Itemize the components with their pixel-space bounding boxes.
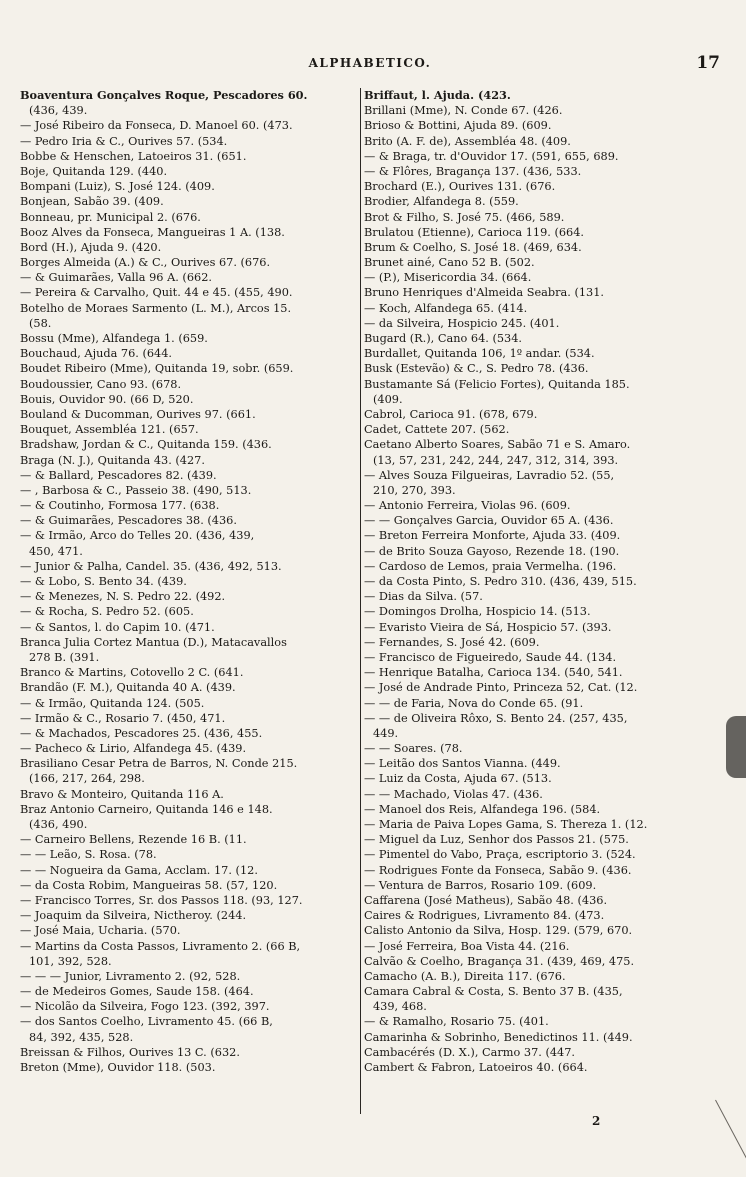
left-column [20,88,360,1075]
directory-entry-line: — Maria de Paiva Lopes Gama, S. Thereza 1. (12. [364,818,648,831]
directory-entry-line: Briffaut, l. Ajuda. (423. [364,88,511,102]
column-divider [360,88,361,1114]
directory-entry-line: — & Menezes, N. S. Pedro 22. (492. [20,590,226,604]
directory-entry-line: Bouland & Ducomman, Ourives 97. (661. [20,407,256,421]
directory-entry-line: Caires & Rodrigues, Livramento 84. (473. [364,909,605,923]
directory-entry-line: — Ventura de Barros, Rosario 109. (609. [364,878,597,892]
directory-entry-line: Cambacérés (D. X.), Carmo 37. (447. [364,1045,576,1059]
directory-entry-line: Brunet ainé, Cano 52 B. (502. [364,256,535,270]
directory-entry-line: Caffarena (José Matheus), Sabão 48. (436. [364,893,608,907]
directory-entry-line: Boje, Quitanda 129. (440. [20,164,168,178]
directory-entry-line: 449. [373,726,399,740]
directory-entry-line: — Joaquim da Silveira, Nictheroy. (244. [20,909,247,923]
directory-entry-line: Caetano Alberto Soares, Sabão 71 e S. Amaro. [364,438,631,452]
directory-entry-line: Boudet Ribeiro (Mme), Quitanda 19, sobr. (659. [20,362,294,376]
directory-entry-line: — & Guimarães, Valla 96 A. (662. [20,271,212,285]
right-column [364,88,704,1075]
pencil-mark [715,1100,746,1167]
directory-entry-line: 439, 468. [373,1000,427,1014]
directory-entry-line: — Alves Souza Filgueiras, Lavradio 52. (55, [364,468,615,482]
directory-entry-line: Brodier, Alfandega 8. (559. [364,195,519,209]
directory-entry-line: Branca Julia Cortez Mantua (D.), Matacavallos [20,635,287,649]
directory-entry-line: — Irmão & C., Rosario 7. (450, 471. [20,711,226,725]
directory-entry-line: — & Ramalho, Rosario 75. (401. [364,1015,549,1029]
directory-entry-line: Branco & Martins, Cotovello 2 C. (641. [20,666,244,680]
directory-entry-line: — de Medeiros Gomes, Saude 158. (464. [20,985,254,999]
directory-entry-line: — — Nogueira da Gama, Acclam. 17. (12. [20,863,258,877]
directory-entry-line: — Fernandes, S. José 42. (609. [364,635,540,649]
directory-entry-line: Bugard (R.), Cano 64. (534. [364,332,523,345]
directory-entry-line: Calisto Antonio da Silva, Hosp. 129. (579, 670. [364,924,633,938]
directory-entry-line: Brioso & Bottini, Ajuda 89. (609. [364,119,552,133]
directory-entry-line: — & Santos, l. do Capim 10. (471. [20,620,215,634]
directory-entry-line: Brulatou (Etienne), Carioca 119. (664. [364,225,585,239]
directory-entry-line: — Miguel da Luz, Senhor dos Passos 21. (575. [364,833,629,847]
directory-entry-line: Bravo & Monteiro, Quitanda 116 A. [20,787,224,801]
directory-entry-line: — Francisco Torres, Sr. dos Passos 118. (93, 127. [20,893,303,907]
directory-entry-line: Bradshaw, Jordan & C., Quitanda 159. (436. [20,438,272,452]
directory-entry-line: — (P.), Misericordia 34. (664. [364,271,532,285]
directory-entry-line: — José de Andrade Pinto, Princeza 52, Cat. (12. [364,681,638,695]
signature-mark: 2 [592,1114,601,1128]
directory-entry-line: Brito (A. F. de), Assembléa 48. (409. [364,134,571,148]
directory-entry-line: Bonneau, pr. Municipal 2. (676. [20,210,201,224]
page-number: 17 [696,53,720,73]
directory-entry-line: Bonjean, Sabão 39. (409. [20,195,164,209]
directory-entry-line: Bobbe & Henschen, Latoeiros 31. (651. [20,149,247,163]
directory-entry-line: Braga (N. J.), Quitanda 43. (427. [20,453,205,467]
directory-entry-line: 278 B. (391. [29,650,100,664]
directory-entry-line: — Luiz da Costa, Ajuda 67. (513. [364,772,552,786]
directory-entry-line: (58. [29,316,52,330]
directory-entry-line: Burdallet, Quitanda 106, 1º andar. (534. [364,347,595,361]
directory-entry-line: — José Ferreira, Boa Vista 44. (216. [364,939,570,953]
directory-columns [20,88,720,1118]
directory-entry-line: (13, 57, 231, 242, 244, 247, 312, 314, 393. [373,453,619,467]
directory-entry-line: Bossu (Mme), Alfandega 1. (659. [20,332,208,345]
directory-entry-line: — , Barbosa & C., Passeio 38. (490, 513. [20,483,252,497]
directory-entry-line: — dos Santos Coelho, Livramento 45. (66 B, [20,1015,273,1029]
directory-entry-line: Boudoussier, Cano 93. (678. [20,377,182,391]
directory-entry-line: Brandão (F. M.), Quitanda 40 A. (439. [20,681,236,695]
directory-entry-line: Braz Antonio Carneiro, Quitanda 146 e 148. [20,802,273,816]
directory-entry-line: — Martins da Costa Passos, Livramento 2. (66 B, [20,939,301,953]
directory-entry-line: Bouis, Ouvidor 90. (66 D, 520. [20,392,194,406]
directory-entry-line: 84, 392, 435, 528. [29,1030,134,1044]
directory-entry-line: — — — Junior, Livramento 2. (92, 528. [20,969,241,983]
directory-entry-line: — & Coutinho, Formosa 177. (638. [20,499,220,513]
directory-entry-line: — Manoel dos Reis, Alfandega 196. (584. [364,802,601,816]
directory-entry-line: — Pereira & Carvalho, Quit. 44 e 45. (455, 490. [20,286,293,300]
directory-entry-line: — Pimentel do Vabo, Praça, escriptorio 3. (524. [364,848,636,862]
directory-entry-line: Busk (Estevão) & C., S. Pedro 78. (436. [364,362,589,376]
directory-entry-line: — Cardoso de Lemos, praia Vermelha. (196. [364,559,617,573]
directory-entry-line: — da Silveira, Hospicio 245. (401. [364,316,560,330]
directory-entry-line: — & Braga, tr. d'Ouvidor 17. (591, 655, 689. [364,149,619,163]
directory-entry-line: — & Ballard, Pescadores 82. (439. [20,468,217,482]
directory-entry-line: Breton (Mme), Ouvidor 118. (503. [20,1061,216,1074]
directory-entry-line: — — de Faria, Nova do Conde 65. (91. [364,696,584,710]
directory-entry-line: Camacho (A. B.), Direita 117. (676. [364,969,566,983]
directory-entry-line: Brillani (Mme), N. Conde 67. (426. [364,104,563,118]
directory-entry-line: Calvão & Coelho, Bragança 31. (439, 469, 475. [364,954,635,968]
running-title: ALPHABETICO. [308,56,432,70]
directory-entry-line: — Francisco de Figueiredo, Saude 44. (134. [364,650,617,664]
directory-entry-line: Boaventura Gonçalves Roque, Pescadores 60. [20,88,308,102]
page-header [20,53,720,78]
directory-entry-line: — da Costa Robim, Mangueiras 58. (57, 120. [20,878,278,892]
directory-entry-line: — & Irmão, Quitanda 124. (505. [20,696,205,710]
directory-entry-line: Cadet, Cattete 207. (562. [364,423,510,437]
directory-entry-line: Camara Cabral & Costa, S. Bento 37 B. (435, [364,985,623,999]
directory-entry-line: (166, 217, 264, 298. [29,772,145,786]
directory-entry-line: — & Flôres, Bragança 137. (436, 533. [364,164,582,178]
directory-entry-line: Borges Almeida (A.) & C., Ourives 67. (676. [20,256,271,270]
directory-entry-line: Cambert & Fabron, Latoeiros 40. (664. [364,1061,588,1074]
directory-entry-line: — Domingos Drolha, Hospicio 14. (513. [364,605,591,619]
directory-entry-line: — Rodrigues Fonte da Fonseca, Sabão 9. (436. [364,863,632,877]
directory-entry-line: — & Irmão, Arco do Telles 20. (436, 439, [20,529,255,543]
margin-stamp [726,716,746,778]
directory-entry-line: Bustamante Sá (Felicio Fortes), Quitanda 185. [364,377,630,391]
directory-entry-line: — & Rocha, S. Pedro 52. (605. [20,605,194,619]
directory-entry-line: — — Leão, S. Rosa. (78. [20,848,157,862]
directory-entry-line: Brochard (E.), Ourives 131. (676. [364,180,556,194]
directory-entry-line: — Leitão dos Santos Vianna. (449. [364,757,561,771]
directory-entry-line: (409. [373,392,403,406]
directory-entry-line: — — Soares. (78. [364,742,463,756]
directory-entry-line: — Breton Ferreira Monforte, Ajuda 33. (409. [364,529,621,543]
directory-entry-line: Brum & Coelho, S. José 18. (469, 634. [364,240,582,254]
directory-entry-line: — — Machado, Violas 47. (436. [364,787,543,801]
directory-entry-line: — Junior & Palha, Candel. 35. (436, 492, 513. [20,559,282,573]
directory-entry-line: Botelho de Moraes Sarmento (L. M.), Arcos 15. [20,301,292,315]
directory-entry-line: — Antonio Ferreira, Violas 96. (609. [364,499,571,513]
directory-entry-line: — Nicolão da Silveira, Fogo 123. (392, 397. [20,1000,270,1014]
directory-entry-line: — Koch, Alfandega 65. (414. [364,301,528,315]
directory-entry-line: Bouquet, Assembléa 121. (657. [20,423,199,437]
directory-entry-line: Camarinha & Sobrinho, Benedictinos 11. (449. [364,1030,633,1044]
directory-entry-line: — — de Oliveira Rôxo, S. Bento 24. (257, 435, [364,711,628,725]
directory-entry-line: — Evaristo Vieira de Sá, Hospicio 57. (393. [364,620,612,634]
directory-entry-line: 450, 471. [29,544,83,558]
directory-entry-line: (436, 439. [29,104,88,118]
directory-entry-line: — Dias da Silva. (57. [364,590,483,604]
directory-entry-line: Brot & Filho, S. José 75. (466, 589. [364,210,565,224]
directory-entry-line: — José Ribeiro da Fonseca, D. Manoel 60. (473. [20,119,293,133]
directory-entry-line: — Carneiro Bellens, Rezende 16 B. (11. [20,833,247,847]
directory-entry-line: — de Brito Souza Gayoso, Rezende 18. (190. [364,544,620,558]
directory-entry-line: Bruno Henriques d'Almeida Seabra. (131. [364,286,604,300]
directory-entry-line: — & Guimarães, Pescadores 38. (436. [20,514,237,528]
directory-entry-line: Brasiliano Cesar Petra de Barros, N. Conde 215. [20,757,298,771]
directory-entry-line: — Pacheco & Lirio, Alfandega 45. (439. [20,742,247,756]
directory-entry-line: — Henrique Batalha, Carioca 134. (540, 541. [364,666,623,680]
directory-entry-line: — & Machados, Pescadores 25. (436, 455. [20,726,263,740]
directory-entry-line: Cabrol, Carioca 91. (678, 679. [364,407,538,421]
directory-entry-line: — Pedro Iria & C., Ourives 57. (534. [20,134,228,148]
directory-entry-line: (436, 490. [29,818,88,831]
directory-entry-line: Booz Alves da Fonseca, Mangueiras 1 A. (138. [20,225,285,239]
directory-entry-line: — & Lobo, S. Bento 34. (439. [20,575,187,588]
directory-entry-line: Bompani (Luiz), S. José 124. (409. [20,180,215,194]
directory-entry-line: 210, 270, 393. [373,483,456,497]
directory-entry-line: Bord (H.), Ajuda 9. (420. [20,240,162,254]
directory-entry-line: — José Maia, Ucharia. (570. [20,924,181,938]
directory-entry-line: Breissan & Filhos, Ourives 13 C. (632. [20,1045,240,1059]
directory-entry-line: — da Costa Pinto, S. Pedro 310. (436, 439, 515. [364,575,637,588]
directory-entry-line: Bouchaud, Ajuda 76. (644. [20,347,173,361]
directory-entry-line: — — Gonçalves Garcia, Ouvidor 65 A. (436. [364,514,614,528]
directory-entry-line: 101, 392, 528. [29,954,112,968]
